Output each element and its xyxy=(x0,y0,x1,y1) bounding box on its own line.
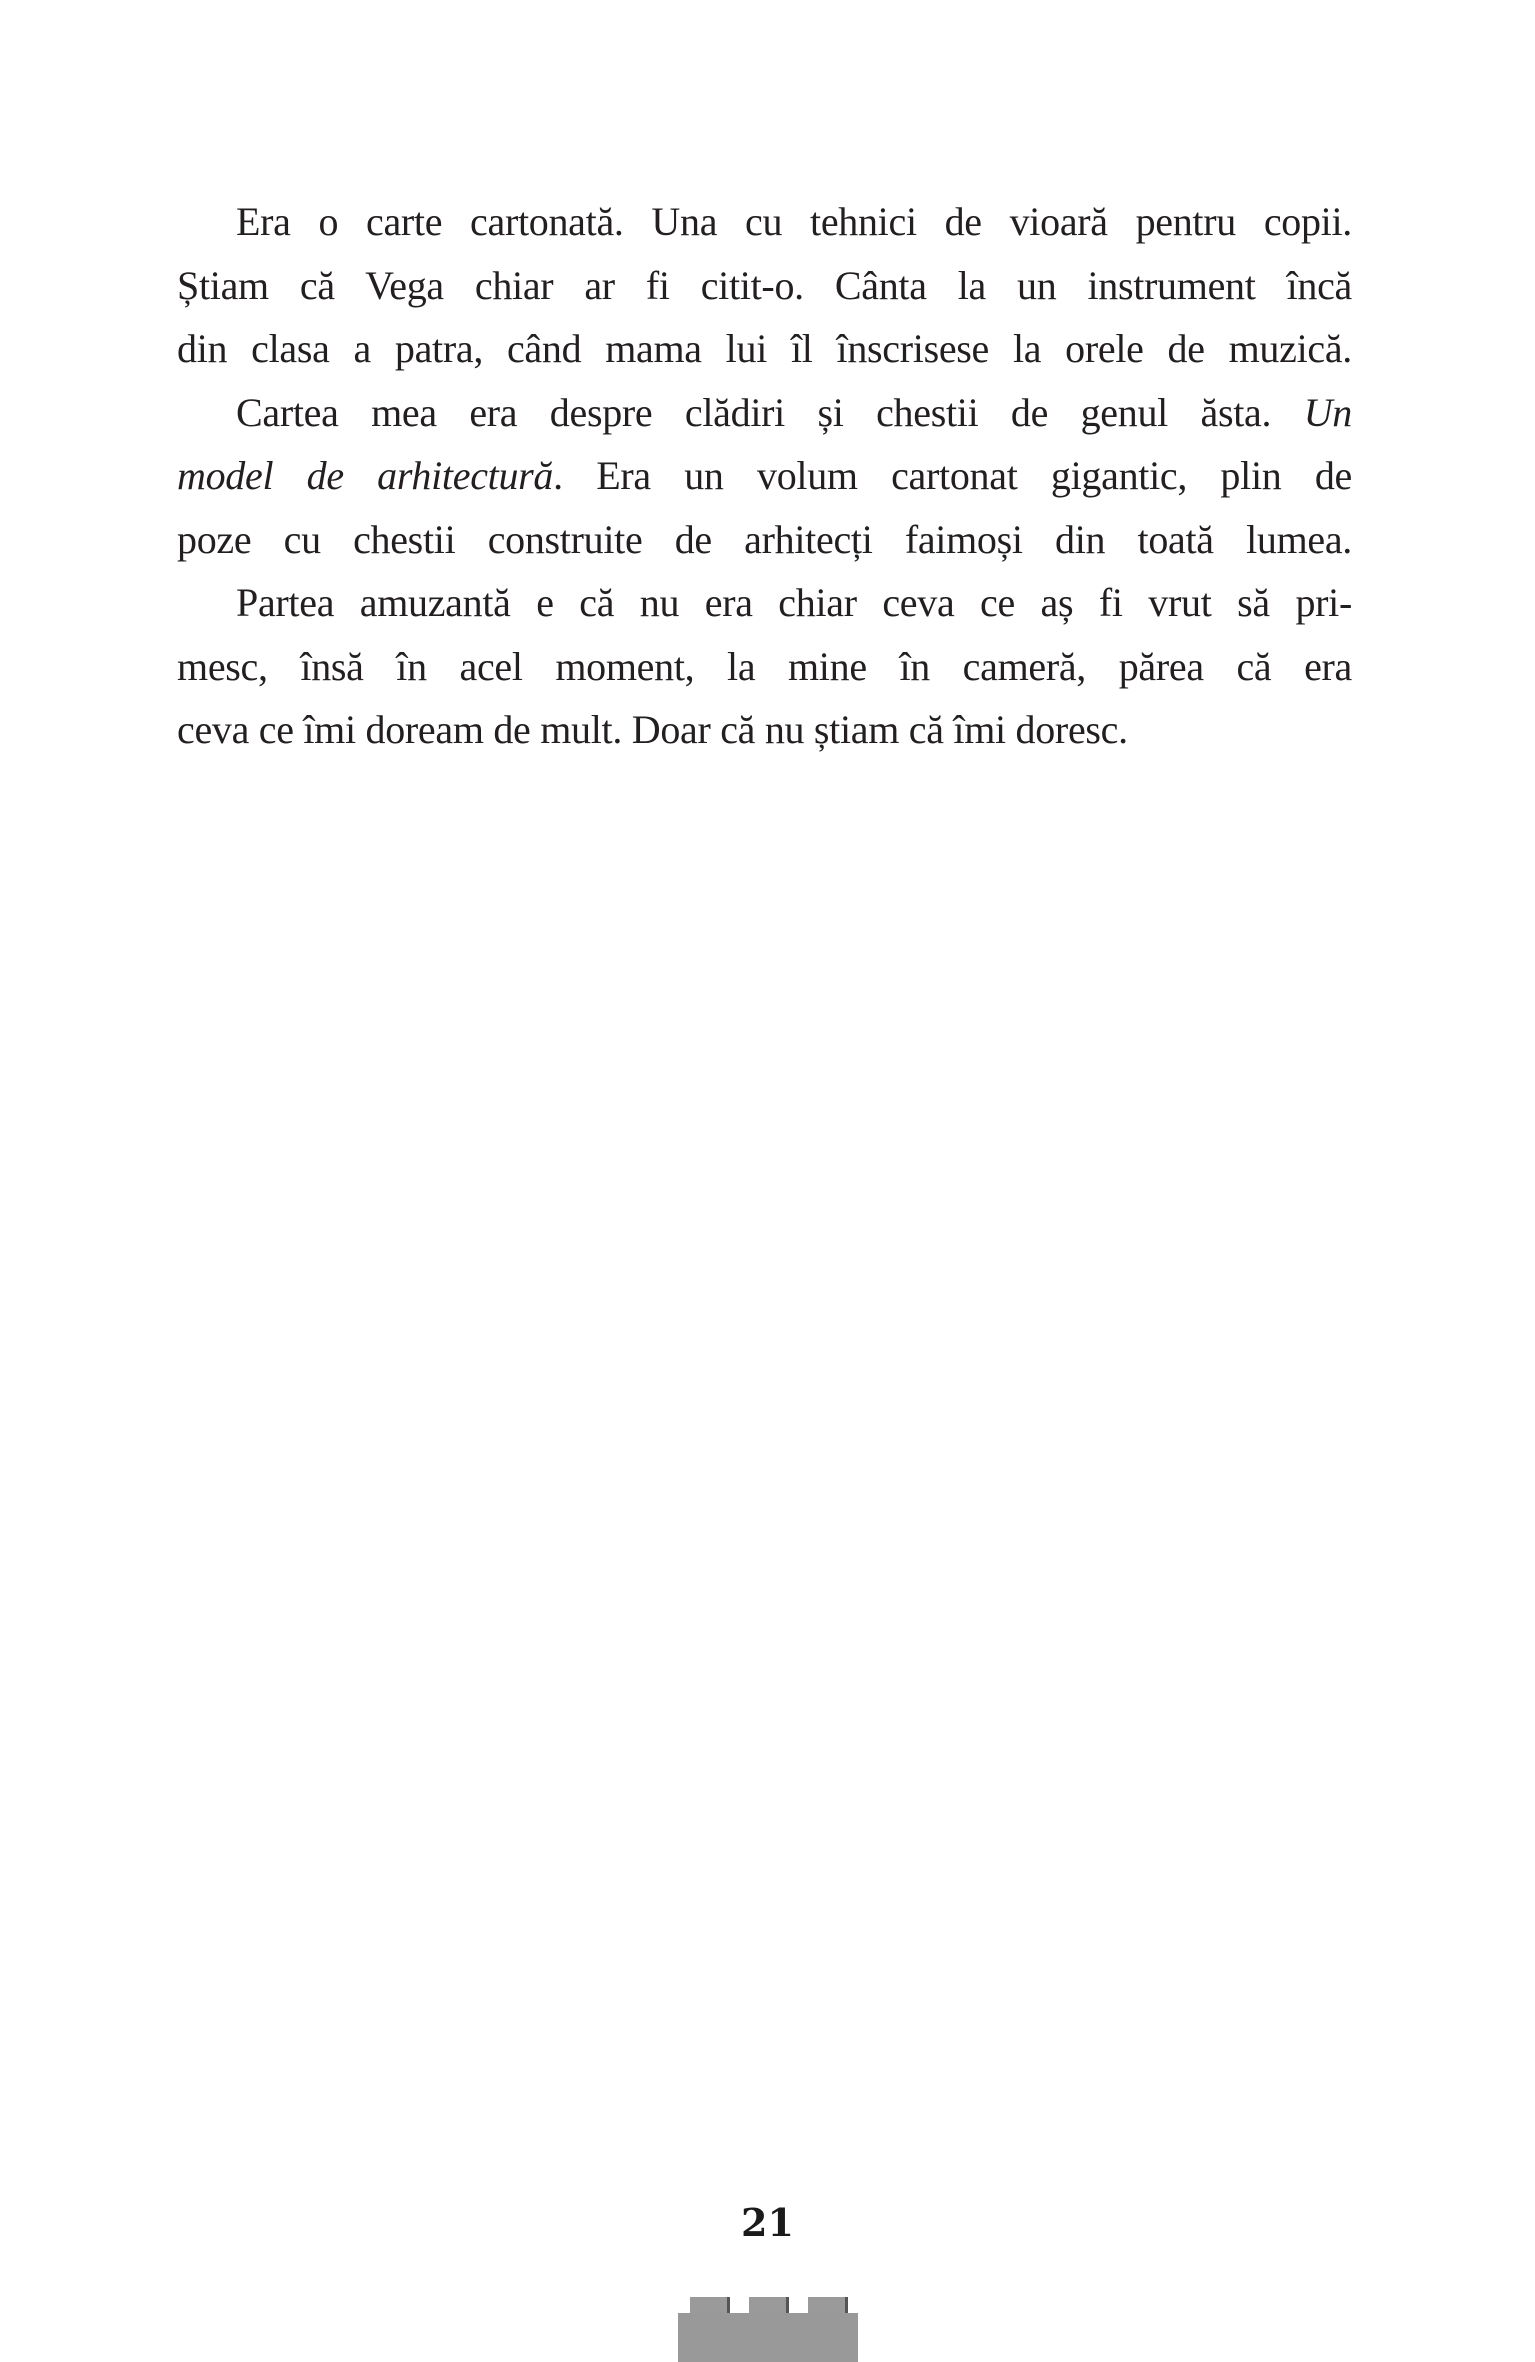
brick-stud xyxy=(690,2297,730,2314)
brick-body xyxy=(678,2313,858,2362)
brick-stud xyxy=(808,2297,848,2314)
text-line xyxy=(177,444,1352,508)
text-line: poze cu chestii construite de arhitecți faimoși din toată lumea. xyxy=(177,516,1352,562)
body-text xyxy=(177,190,1352,762)
italic-book-title: Un xyxy=(1303,389,1352,435)
text-segment: . Era un volum cartonat gigantic, plin de xyxy=(553,453,1352,498)
text-line: ceva ce îmi doream de mult. Doar că nu știam că îmi doresc. xyxy=(177,707,1128,752)
text-line xyxy=(177,381,1352,445)
text-line: Era o carte cartonată. Una cu tehnici de vioară pentru copii. xyxy=(236,199,1352,244)
paragraph-3 xyxy=(177,571,1352,762)
text-line: mesc, însă în acel moment, la mine în cameră, părea că era xyxy=(177,643,1352,689)
text-segment: Cartea mea era despre clădiri și chestii de genul ăsta. xyxy=(236,389,1304,435)
text-line: din clasa a patra, când mama lui îl înscrisese la orele de muzică. xyxy=(177,326,1352,371)
paragraph-2 xyxy=(177,381,1352,572)
text-line: Știam că Vega chiar ar fi citit-o. Cânta la un instrument încă xyxy=(177,262,1352,308)
text-line: Partea amuzantă e că nu era chiar ceva ce aș fi vrut să pri- xyxy=(236,580,1352,625)
italic-book-title: model de arhitectură xyxy=(177,453,554,498)
page-number: 21 xyxy=(741,2200,794,2245)
paragraph-1 xyxy=(177,190,1352,381)
brick-stud xyxy=(749,2297,789,2314)
